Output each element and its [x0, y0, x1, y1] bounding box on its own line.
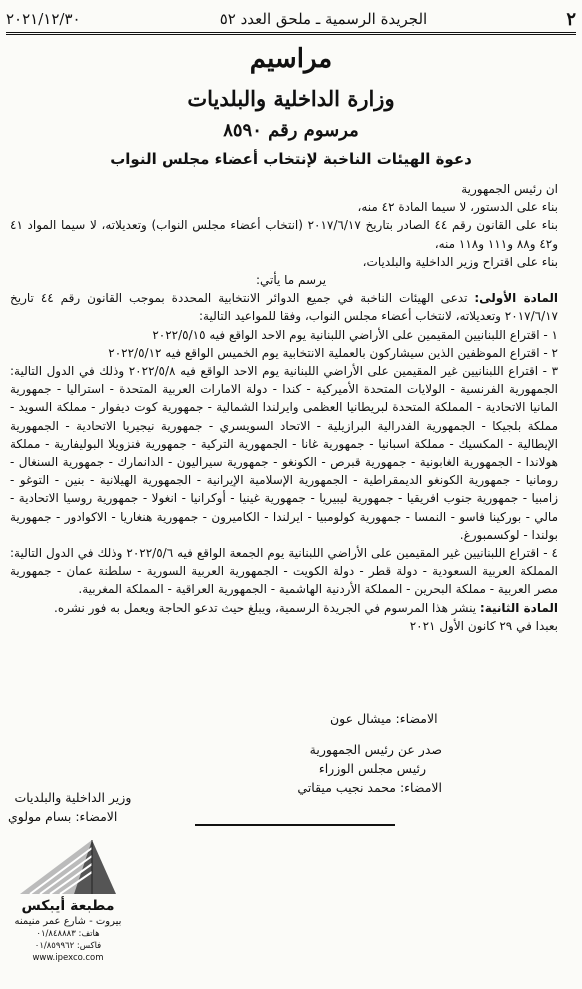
article-two: [10, 599, 572, 617]
president-signature-block: [330, 709, 438, 728]
printer-address: بيروت - شارع عمر منيمنه: [14, 916, 122, 927]
ministry-title: وزارة الداخلية والبلديات: [187, 86, 395, 111]
article-item: ٣ - اقتراع اللبنانيين غير المقيمين على الأراضي اللبنانية يوم الاحد الواقع فيه ٢٠٢٢/٥/٨ وذلك في الدول التالية: الجمهورية الفرنسية - الولايات المتحدة الأميركية - كندا - دولة الامارات العربية المتحدة - استراليا - جمهورية المانيا الاتحادية - المملكة المتحدة لبريطانيا العظمى وايرلندا الشمالية - جمهورية كوت ديفوار - مملكة السويد - مملكة بلجيكا - الجمهورية الفدرالية البرازيلية - الاتحاد السويسري - جمهورية نيجيريا الاتحادية - الجمهورية الإيطالية - المكسيك - مملكة اسبانيا - جمهورية غانا - الجمهورية التركية - جمهورية فنزويلا البوليفارية - مملكة هولاندا - الجمهورية الغابونية - جمهورية قبرص - الكونغو - جمهورية سيراليون - الدانمارك - جمهورية السنغال - رومانيا - جمهورية الكونغو الديمقراطية - الجمهورية الإسلامية الإيرانية - الجمهورية الهيلانية - بنين - التوغو - زامبيا - جمهورية جنوب افريقيا - جمهورية ليبيريا - جمهورية غينيا - أوكرانيا - انغولا - جمهورية روسيا الاتحادية - مالي - بوركينا فاسو - النمسا - جمهورية كولومبيا - ايرلندا - الكاميرون - جمهورية هنغاريا - الاكوادور - جمهورية بولندا - لوكسمبورغ.: [10, 364, 559, 542]
preamble-line: ان رئيس الجمهورية: [461, 182, 558, 196]
minister-signature: الامضاء: بسام مولوي: [8, 809, 118, 824]
preamble-line: بناء على اقتراح وزير الداخلية والبلديات،: [362, 254, 558, 269]
printer-logo-icon: [16, 836, 120, 898]
article-item: ٢ - اقتراع الموظفين الذين سيشاركون بالعملية الانتخابية يوم الخميس الواقع فيه ٢٠٢٢/٥/١٢: [108, 345, 558, 360]
issued-by: صدر عن رئيس الجمهورية: [309, 742, 442, 757]
pm-signature-block: [297, 740, 442, 797]
article-item: ٤ - اقتراع اللبنانيين غير المقيمين على الأراضي اللبنانية يوم الجمعة الواقع فيه ٢٠٢٢/٥/٦ وذلك في الدول التالية: المملكة العربية السعودية - دولة قطر - دولة الكويت - الجمهورية العربية السورية - سلطنة عمان - جمهورية مصر العربية - مملكة البحرين - المملكة الأردنية الهاشمية - الجمهورية العراقية - المملكة المغربية.: [10, 546, 558, 597]
printer-phone: هاتف: ٠١/٨٤٨٨٨٣: [36, 929, 100, 939]
preamble-line: بناء على القانون رقم ٤٤ الصادر بتاريخ ٢٠١٧/٦/١٧ (انتخاب أعضاء مجلس النواب) وتعديلاته، لا سيما المواد ٤١ و٤٢ و٨٨ و١١١ و١١٨ منه،: [10, 218, 559, 251]
issued-place-date: بعبدا في ٢٩ كانون الأول ٢٠٢١: [409, 618, 558, 633]
page-header: [6, 6, 576, 35]
preamble-line: بناء على الدستور، لا سيما المادة ٤٢ منه،: [357, 200, 558, 215]
decree-number: مرسوم رقم ٨٥٩٠: [223, 120, 359, 141]
printer-imprint: [8, 836, 128, 984]
decree-subject: دعوة الهيئات الناخبة لإنتخاب أعضاء مجلس النواب: [110, 150, 472, 168]
article-item: ١ - اقتراع اللبنانيين المقيمين على الأراضي اللبنانية يوم الاحد الواقع فيه ٢٠٢٢/٥/١٥: [152, 327, 558, 342]
article-label: المادة الثانية:: [479, 600, 558, 615]
minister-title: وزير الداخلية والبلديات: [14, 790, 132, 805]
article-label: المادة الأولى:: [474, 291, 558, 306]
article-text: تدعى الهيئات الناخبة في جميع الدوائر الانتخابية المحددة بموجب القانون رقم ٤٤ تاريخ ٢٠١٧/٦/١٧ وتعديلاته، لانتخاب أعضاء مجلس النواب، وفقا للمواعيد التالية:: [10, 291, 558, 324]
article-text: ينشر هذا المرسوم في الجريدة الرسمية، ويبلغ حيث تدعو الحاجة ويعمل به فور نشره.: [54, 600, 477, 615]
closing-rule: [195, 824, 395, 826]
decrees-line: يرسم ما يأتي:: [255, 273, 327, 288]
printer-website: www.ipexco.com: [32, 953, 104, 963]
minister-signature-block: [8, 788, 131, 826]
issue-date: ٢٠٢١/١٢/٣٠: [6, 10, 81, 28]
page-number: ٢: [566, 8, 576, 30]
pm-title: رئيس مجلس الوزراء: [318, 761, 426, 776]
printer-name: مطبعة أيبكس: [21, 898, 115, 914]
gazette-title: الجريدة الرسمية ـ ملحق العدد ٥٢: [219, 10, 428, 28]
decree-body: [10, 180, 572, 635]
article-one: [10, 289, 572, 325]
printer-fax: فاكس: ٠١/٨٥٩٩٦٢: [34, 941, 102, 951]
president-signature: الامضاء: ميشال عون: [330, 711, 438, 726]
pm-signature: الامضاء: محمد نجيب ميقاتي: [297, 780, 442, 795]
section-title: مراسيم: [249, 44, 333, 74]
